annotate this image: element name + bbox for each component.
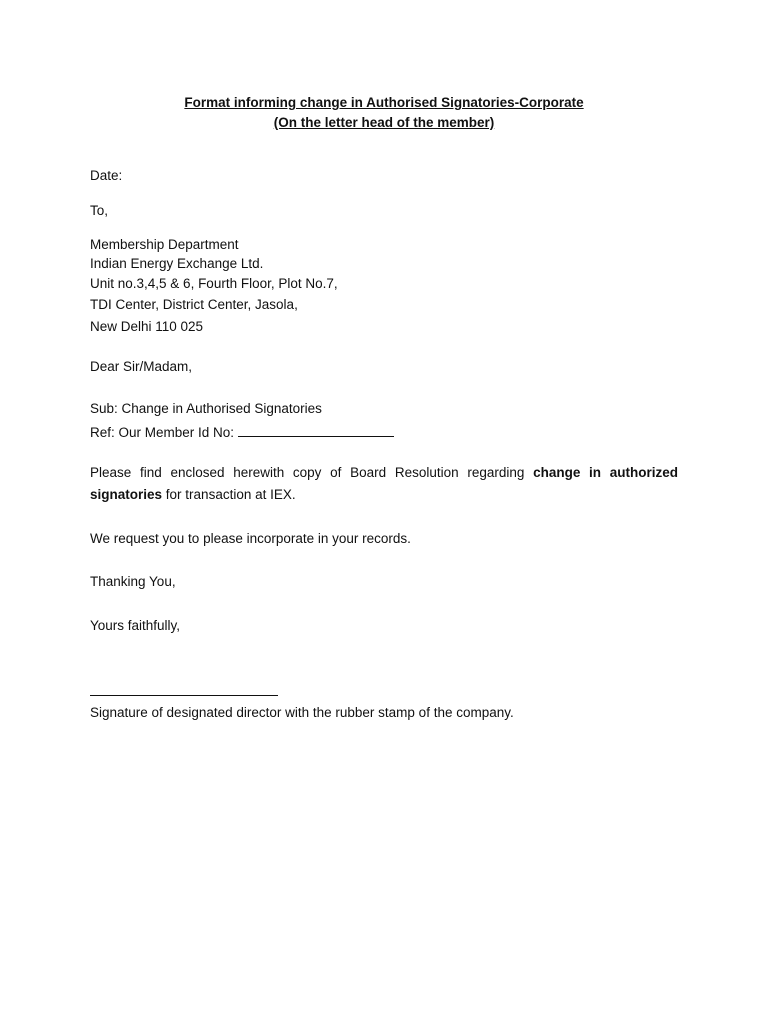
reference-label: Ref: Our Member Id No:: [90, 425, 235, 440]
salutation: Dear Sir/Madam,: [90, 359, 193, 374]
body-paragraph-2: We request you to please incorporate in your records.: [90, 531, 411, 546]
document-subtitle: (On the letter head of the member): [273, 115, 495, 130]
thanking-line: Thanking You,: [90, 574, 176, 589]
body-text-start: Please find enclosed herewith copy of Board Resolution regarding: [90, 465, 525, 480]
document-title: Format informing change in Authorised Signatories-Corporate: [184, 95, 584, 110]
address-line-4: TDI Center, District Center, Jasola,: [90, 297, 298, 312]
address-line-5: New Delhi 110 025: [90, 319, 204, 334]
date-label: Date:: [90, 168, 123, 183]
reference-line: [90, 423, 394, 440]
address-line-2: Indian Energy Exchange Ltd.: [90, 256, 264, 271]
signature-line: [90, 695, 278, 696]
signature-caption: Signature of designated director with the rubber stamp of the company.: [90, 705, 514, 720]
subject-line: Sub: Change in Authorised Signatories: [90, 401, 322, 416]
address-line-1: Membership Department: [90, 237, 239, 252]
body-text-bold: change in authorized signatories: [90, 465, 678, 502]
to-label: To,: [90, 203, 109, 218]
address-line-3: Unit no.3,4,5 & 6, Fourth Floor, Plot No.7,: [90, 276, 338, 291]
body-text-end: for transaction at IEX.: [165, 487, 296, 502]
member-id-blank: [238, 423, 394, 437]
closing-line: Yours faithfully,: [90, 618, 181, 633]
body-paragraph-1: [90, 462, 678, 506]
